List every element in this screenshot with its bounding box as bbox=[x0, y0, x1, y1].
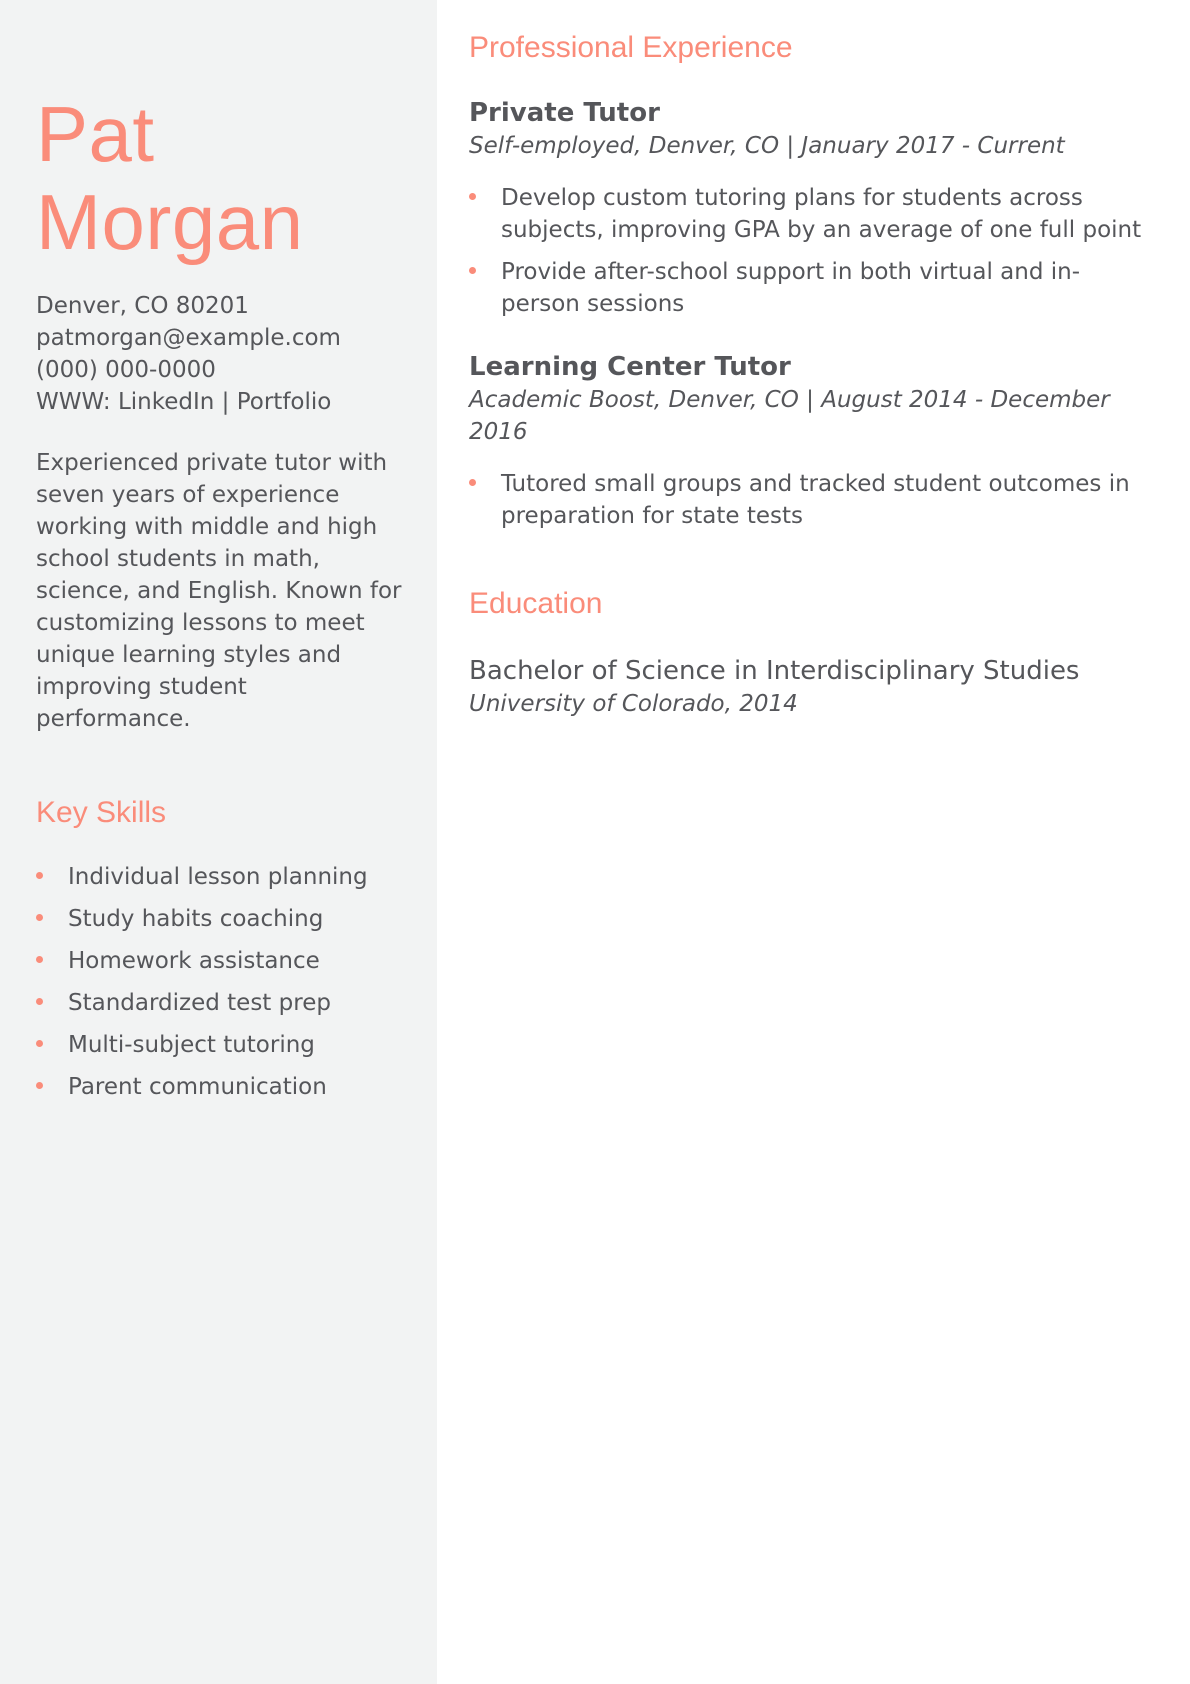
skill-label: Study habits coaching bbox=[68, 906, 324, 932]
sidebar bbox=[0, 0, 437, 1684]
bullet-icon bbox=[36, 1082, 43, 1089]
skill-item bbox=[36, 903, 407, 935]
school: University of Colorado, 2014 bbox=[469, 691, 798, 717]
job-bullet bbox=[469, 468, 1150, 532]
education-section bbox=[469, 584, 1150, 720]
last-name: Morgan bbox=[36, 178, 304, 266]
education-heading: Education bbox=[469, 587, 603, 620]
email-link[interactable]: patmorgan@example.com bbox=[36, 325, 341, 351]
first-name: Pat bbox=[36, 90, 155, 178]
job-bullets bbox=[469, 182, 1150, 320]
bullet-icon bbox=[36, 1040, 43, 1047]
job-title: Learning Center Tutor bbox=[469, 352, 791, 382]
job-title: Private Tutor bbox=[469, 98, 660, 128]
phone: (000) 000-0000 bbox=[36, 357, 216, 383]
skill-label: Multi-subject tutoring bbox=[68, 1032, 315, 1058]
job-meta: Academic Boost, Denver, CO | August 2014 - December 2016 bbox=[469, 387, 1110, 445]
job-entry bbox=[469, 350, 1150, 532]
skills-list bbox=[36, 861, 407, 1103]
contact-info bbox=[36, 290, 407, 418]
skill-item bbox=[36, 1029, 407, 1061]
bullet-icon bbox=[469, 267, 476, 274]
job-meta: Self-employed, Denver, CO | January 2017 - Current bbox=[469, 133, 1065, 159]
bullet-icon bbox=[469, 193, 476, 200]
job-entry bbox=[469, 96, 1150, 320]
skill-item bbox=[36, 945, 407, 977]
bullet-icon bbox=[36, 872, 43, 879]
skill-label: Homework assistance bbox=[68, 948, 320, 974]
skill-item bbox=[36, 861, 407, 893]
job-bullets bbox=[469, 468, 1150, 532]
link-separator: | bbox=[221, 389, 230, 415]
bullet-text: Develop custom tutoring plans for students across subjects, improving GPA by an average of one full point bbox=[501, 185, 1142, 243]
job-bullet bbox=[469, 182, 1150, 246]
address: Denver, CO 80201 bbox=[36, 293, 249, 319]
web-label: WWW: bbox=[36, 389, 111, 415]
professional-summary: Experienced private tutor with seven years of experience working with middle and high school students in math, science, and English. Known for customizing lessons to meet unique learning styles and improving student performance. bbox=[36, 450, 402, 732]
bullet-icon bbox=[36, 956, 43, 963]
bullet-text: Tutored small groups and tracked student outcomes in preparation for state tests bbox=[501, 471, 1130, 529]
main-content bbox=[437, 0, 1190, 1684]
skill-item bbox=[36, 1071, 407, 1103]
portfolio-link[interactable]: Portfolio bbox=[236, 389, 332, 415]
skill-label: Standardized test prep bbox=[68, 990, 331, 1016]
skills-heading: Key Skills bbox=[36, 796, 167, 829]
bullet-icon bbox=[36, 914, 43, 921]
bullet-icon bbox=[469, 479, 476, 486]
candidate-name bbox=[36, 90, 407, 266]
skill-item bbox=[36, 987, 407, 1019]
skill-label: Parent communication bbox=[68, 1074, 327, 1100]
experience-section bbox=[469, 28, 1150, 532]
degree: Bachelor of Science in Interdisciplinary Studies bbox=[469, 656, 1080, 686]
linkedin-link[interactable]: LinkedIn bbox=[117, 389, 215, 415]
bullet-icon bbox=[36, 998, 43, 1005]
web-links bbox=[36, 386, 407, 418]
skill-label: Individual lesson planning bbox=[68, 864, 368, 890]
job-bullet bbox=[469, 256, 1150, 320]
bullet-text: Provide after-school support in both virtual and in-person sessions bbox=[501, 259, 1081, 317]
experience-heading: Professional Experience bbox=[469, 31, 793, 64]
